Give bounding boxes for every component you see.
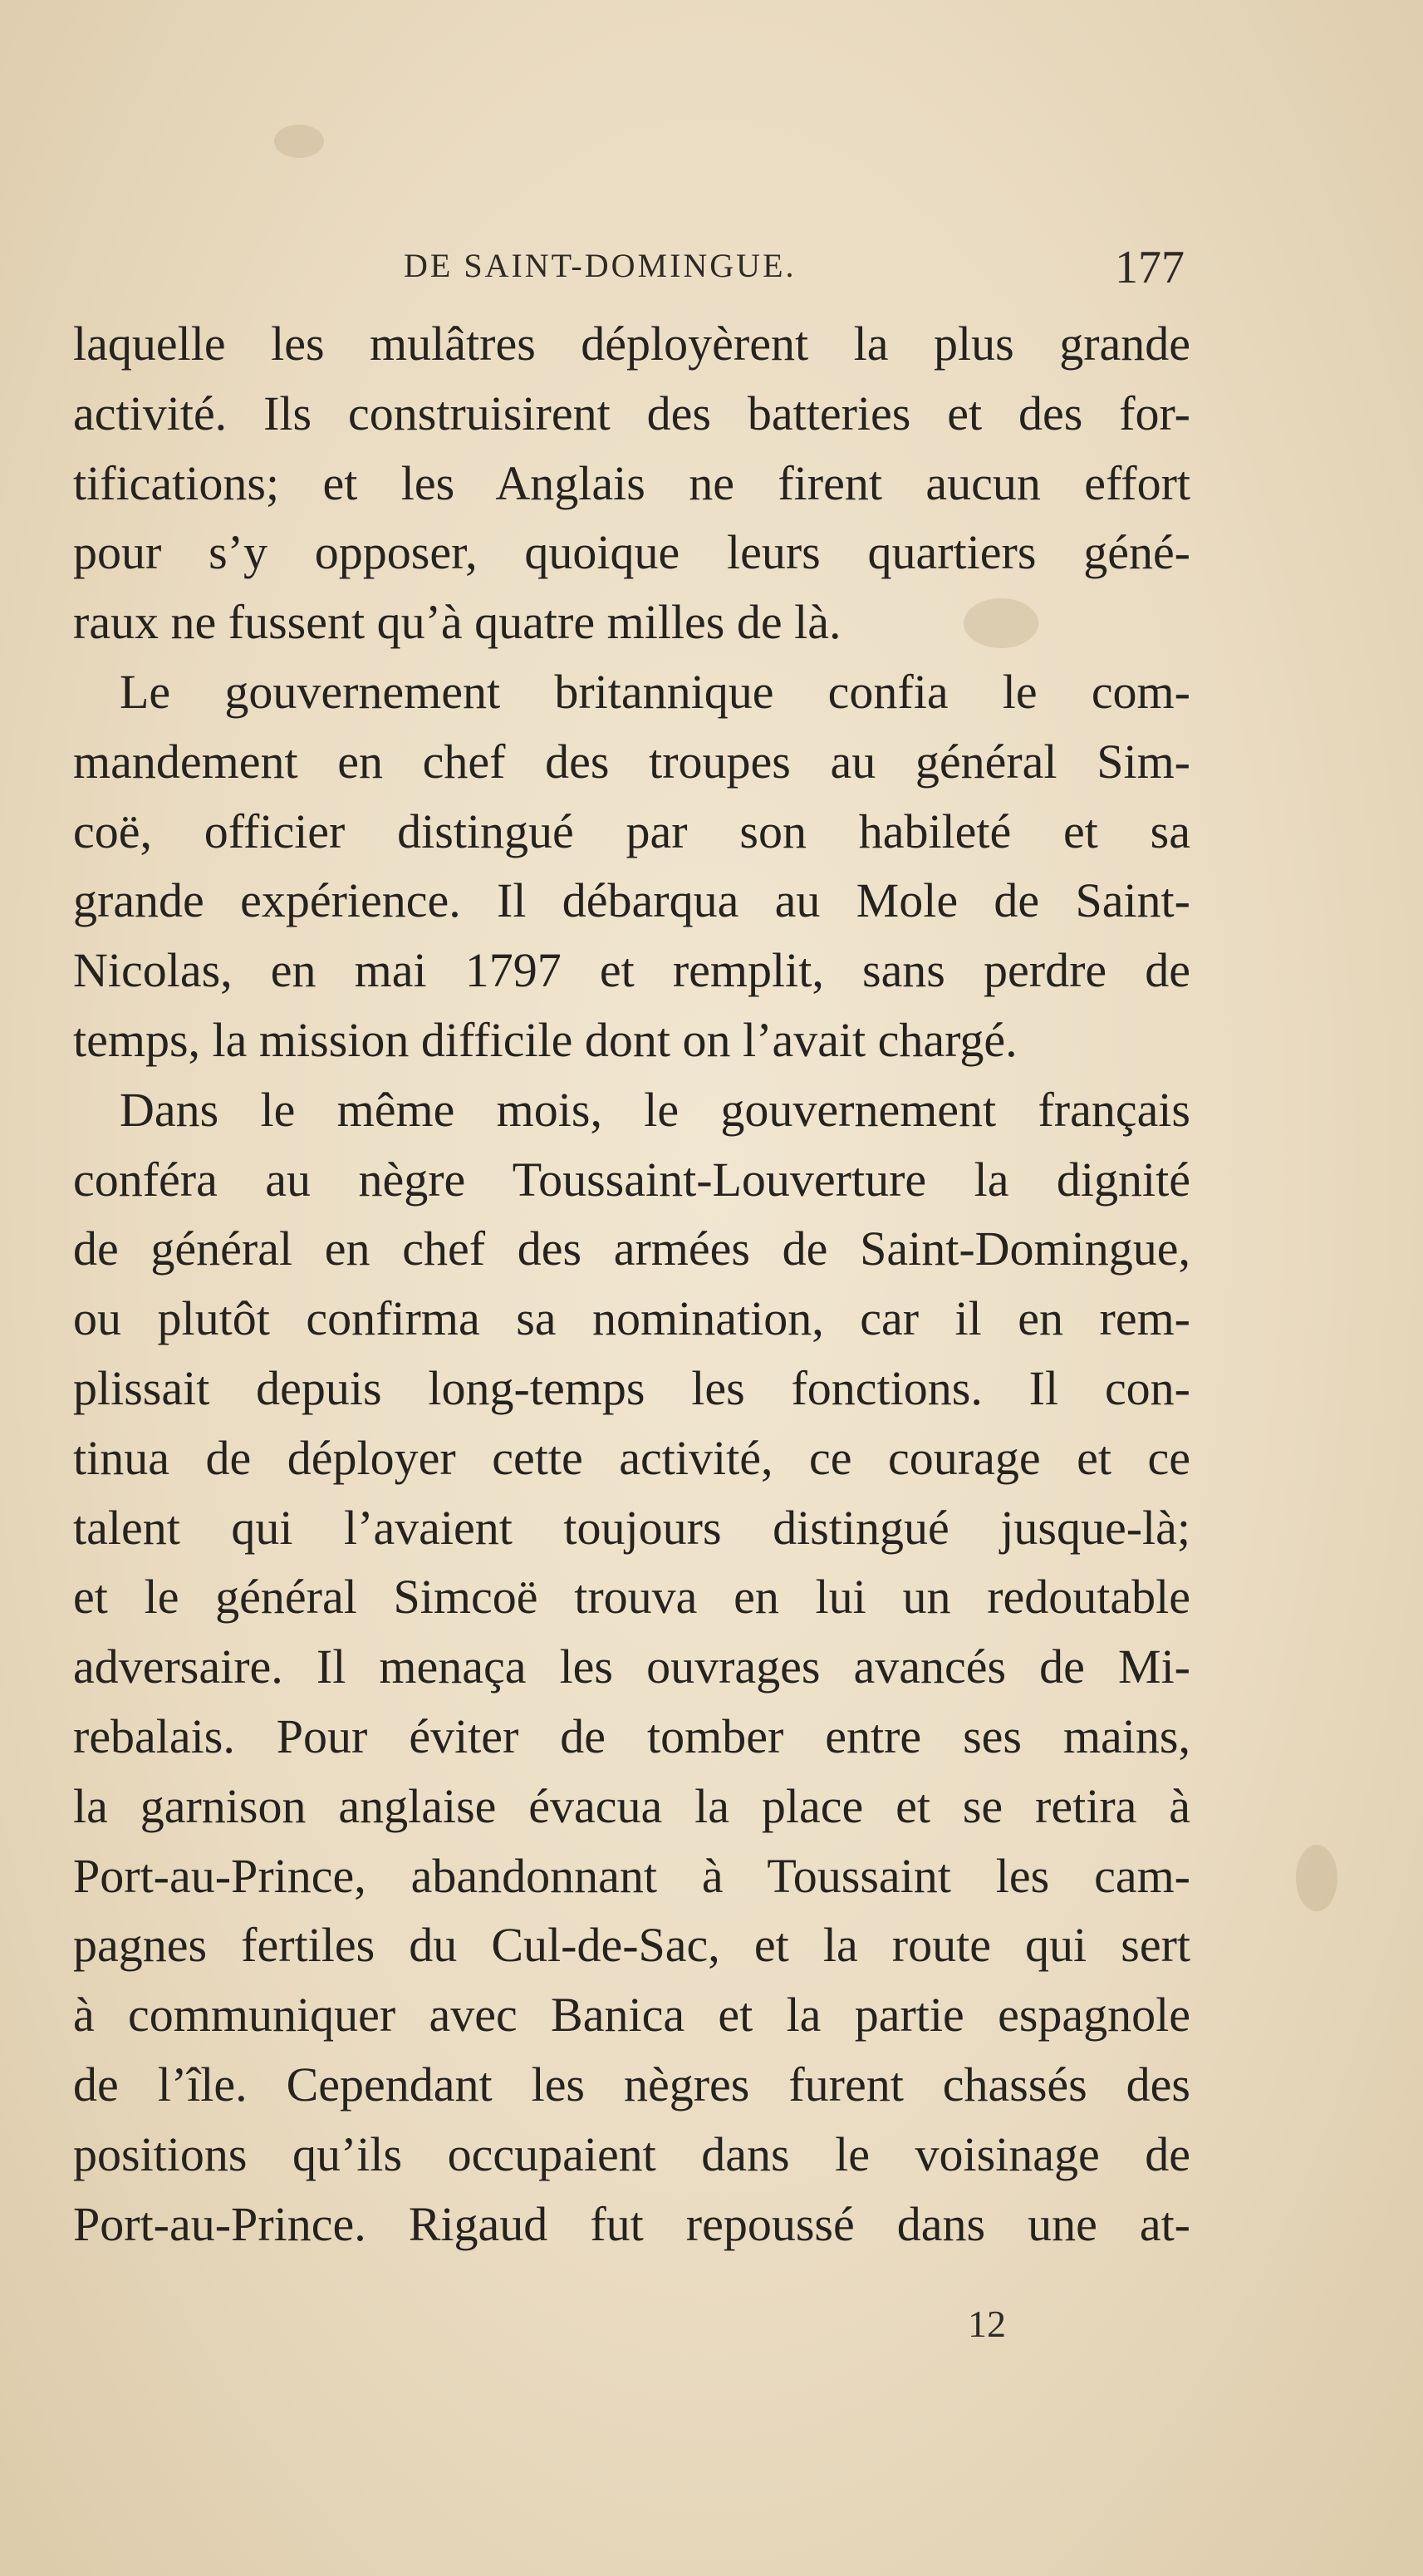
text-line: mandement en chef des troupes au général Sim- (73, 734, 1190, 789)
text-line: Le gouvernement britannique confia le com- (120, 664, 1190, 719)
text-line: Nicolas, en mai 1797 et remplit, sans perdre de (73, 943, 1190, 998)
text-line: coë, officier distingué par son habileté et sa (73, 804, 1190, 858)
text-line: adversaire. Il menaça les ouvrages avancés de Mi- (73, 1639, 1190, 1694)
running-head (71, 241, 1185, 299)
text-line: temps, la mission difficile dont on l’avait chargé. (73, 1012, 1018, 1067)
text-line: activité. Ils construisirent des batteries et des for- (73, 386, 1190, 440)
text-line: rebalais. Pour éviter de tomber entre ses mains, (73, 1708, 1190, 1763)
text-line: talent qui l’avaient toujours distingué jusque-là; (73, 1500, 1190, 1555)
signature-mark: 12 (968, 2303, 1006, 2345)
text-line: la garnison anglaise évacua la place et se retira à (73, 1778, 1190, 1833)
text-line: de l’île. Cependant les nègres furent chassés des (73, 2057, 1190, 2111)
running-head-title: DE SAINT-DOMINGUE. (404, 247, 797, 284)
text-line: ou plutôt confirma sa nomination, car il en rem- (73, 1291, 1190, 1346)
text-line: tifications; et les Anglais ne firent aucun effort (73, 455, 1190, 510)
text-line: Dans le même mois, le gouvernement français (120, 1082, 1190, 1137)
body-text (73, 309, 1190, 2259)
text-line: raux ne fussent qu’à quatre milles de là. (73, 595, 842, 650)
text-line: grande expérience. Il débarqua au Mole de Saint- (73, 873, 1190, 928)
page-number: 177 (1115, 242, 1185, 293)
text-line: pagnes fertiles du Cul-de-Sac, et la route qui sert (73, 1918, 1190, 1973)
text-line: à communiquer avec Banica et la partie espagnole (73, 1988, 1190, 2043)
text-line: et le général Simcoë trouva en lui un redoutable (73, 1570, 1190, 1625)
text-line: positions qu’ils occupaient dans le voisinage de (73, 2126, 1190, 2181)
paper-stain (274, 125, 324, 158)
text-line: Port-au-Prince, abandonnant à Toussaint les cam- (73, 1848, 1190, 1903)
text-line: conféra au nègre Toussaint-Louverture la dignité (73, 1152, 1190, 1207)
text-line: plissait depuis long-temps les fonctions. Il con- (73, 1360, 1190, 1415)
text-line: pour s’y opposer, quoique leurs quartiers géné- (73, 525, 1190, 580)
text-line: laquelle les mulâtres déployèrent la plus grande (73, 317, 1190, 371)
paper-stain (1296, 1845, 1337, 1911)
text-line: tinua de déployer cette activité, ce courage et ce (73, 1430, 1190, 1485)
text-line: de général en chef des armées de Saint-Domingue, (73, 1222, 1190, 1276)
text-line: Port-au-Prince. Rigaud fut repoussé dans une at- (73, 2196, 1190, 2251)
